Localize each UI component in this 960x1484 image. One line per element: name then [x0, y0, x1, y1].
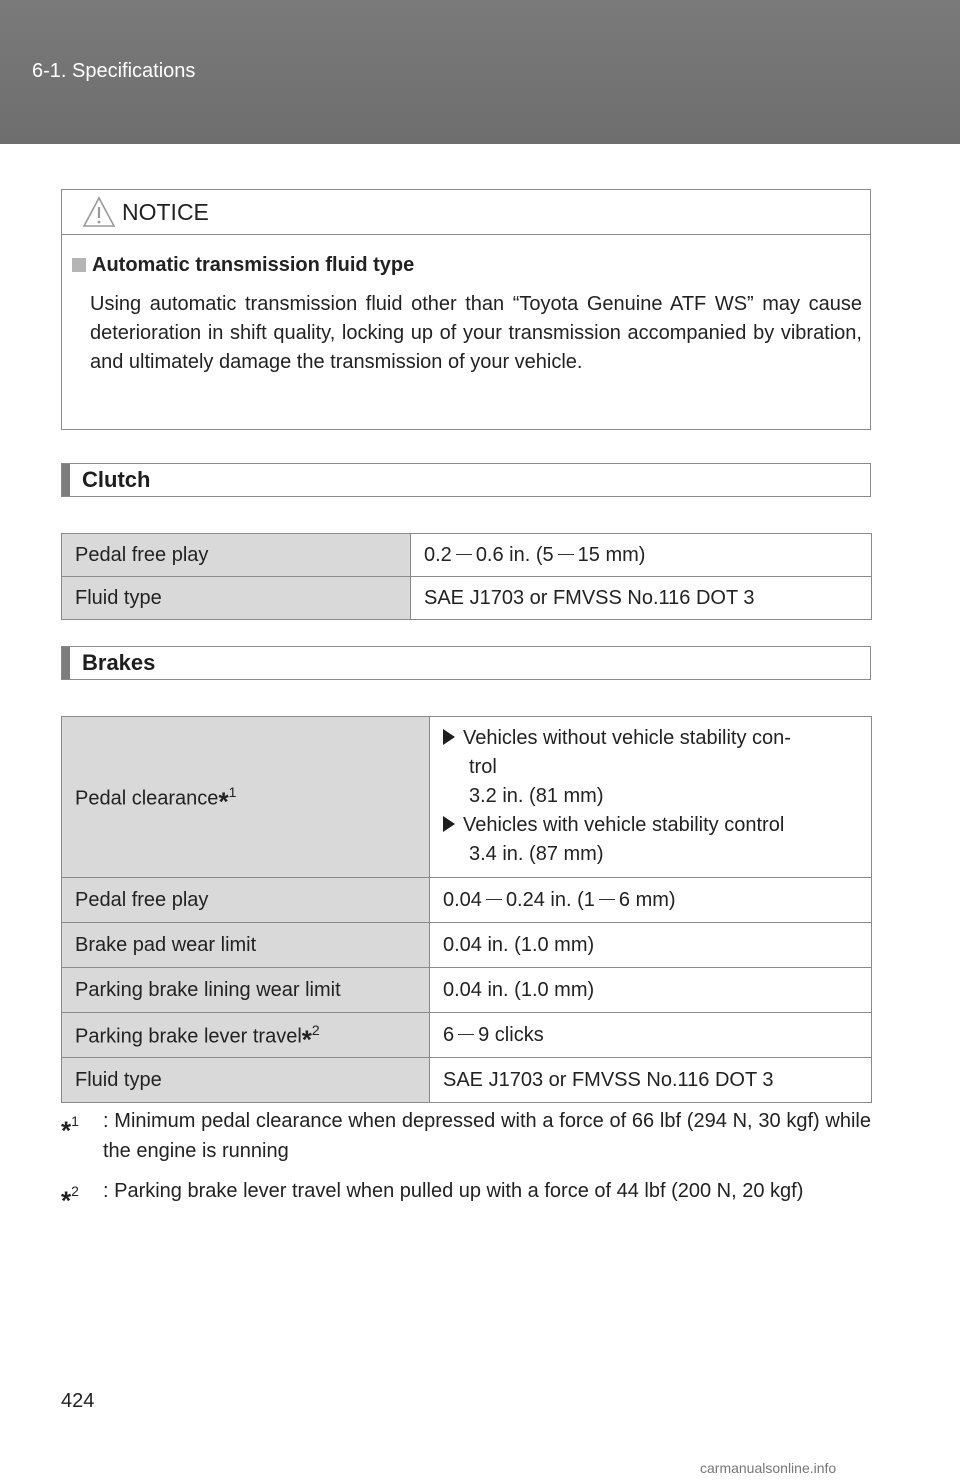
notice-header [62, 190, 870, 235]
notice-subtitle: Automatic transmission fluid type [72, 254, 414, 277]
row-value: 0.04 in. (1.0 mm) [430, 968, 872, 1013]
table-row [62, 968, 872, 1013]
asterisk: * [218, 786, 229, 817]
range-dash [486, 899, 502, 900]
asterisk: * [301, 1024, 312, 1055]
page-number: 424 [61, 1390, 95, 1412]
triangle-bullet-icon [443, 816, 455, 832]
footnote: *$^2$ : Parking brake lever travel when pulled up with a force of 44 lbf (200 N, 20 kgf) [61, 1180, 804, 1216]
range-dash [456, 554, 472, 555]
row-label: Parking brake lining wear limit [62, 968, 430, 1013]
range-dash [458, 1034, 474, 1035]
table-row [62, 1058, 872, 1103]
row-value: 6 9 clicks [430, 1013, 872, 1058]
section-heading-clutch: Clutch [61, 463, 871, 497]
table-row [62, 717, 872, 878]
table-row [62, 923, 872, 968]
row-label: Fluid type [62, 577, 411, 620]
watermark: carmanualsonline.info [700, 1460, 837, 1476]
row-label: Parking brake lever travel*$^2$ [62, 1013, 430, 1058]
row-value: 0.04 in. (1.0 mm) [430, 923, 872, 968]
table-row [62, 1013, 872, 1058]
table-row [62, 577, 872, 620]
row-value: Vehicles without vehicle stability con- trol 3.2 in. (81 mm) Vehicles with vehicle stability control 3.4 in. (87 mm) [430, 717, 872, 878]
row-label: Pedal free play [62, 878, 430, 923]
notice-title: NOTICE [122, 199, 209, 225]
notice-body: Using automatic transmission fluid other than “Toyota Genuine ATF WS” may cause deterioration in shift quality, locking up of your transmission accompanied by vibration, and ultimately damage the transmission of your vehicle. [90, 293, 862, 373]
row-value: 0.2 0.6 in. (5 15 mm) [411, 534, 872, 577]
warning-icon [82, 196, 116, 228]
row-label: Brake pad wear limit [62, 923, 430, 968]
range-dash [558, 554, 574, 555]
breadcrumb: 6-1. Specifications [32, 60, 196, 82]
triangle-bullet-icon [443, 729, 455, 745]
row-label: Pedal free play [62, 534, 411, 577]
notice-box [61, 189, 871, 430]
row-value: 0.04 0.24 in. (1 6 mm) [430, 878, 872, 923]
clutch-table [61, 533, 872, 620]
row-value: SAE J1703 or FMVSS No.116 DOT 3 [411, 577, 872, 620]
square-bullet-icon [72, 258, 86, 272]
range-dash [599, 899, 615, 900]
table-row [62, 878, 872, 923]
brakes-table [61, 716, 872, 1103]
page-header [0, 0, 960, 144]
section-heading-brakes: Brakes [61, 646, 871, 680]
table-row [62, 534, 872, 577]
row-label: Fluid type [62, 1058, 430, 1103]
footnote: *$^1$ : Minimum pedal clearance when depressed with a force of 66 lbf (294 N, 30 kgf) while the engine is running [61, 1110, 871, 1162]
row-label: Pedal clearance*$^1$ [62, 717, 430, 878]
row-value: SAE J1703 or FMVSS No.116 DOT 3 [430, 1058, 872, 1103]
